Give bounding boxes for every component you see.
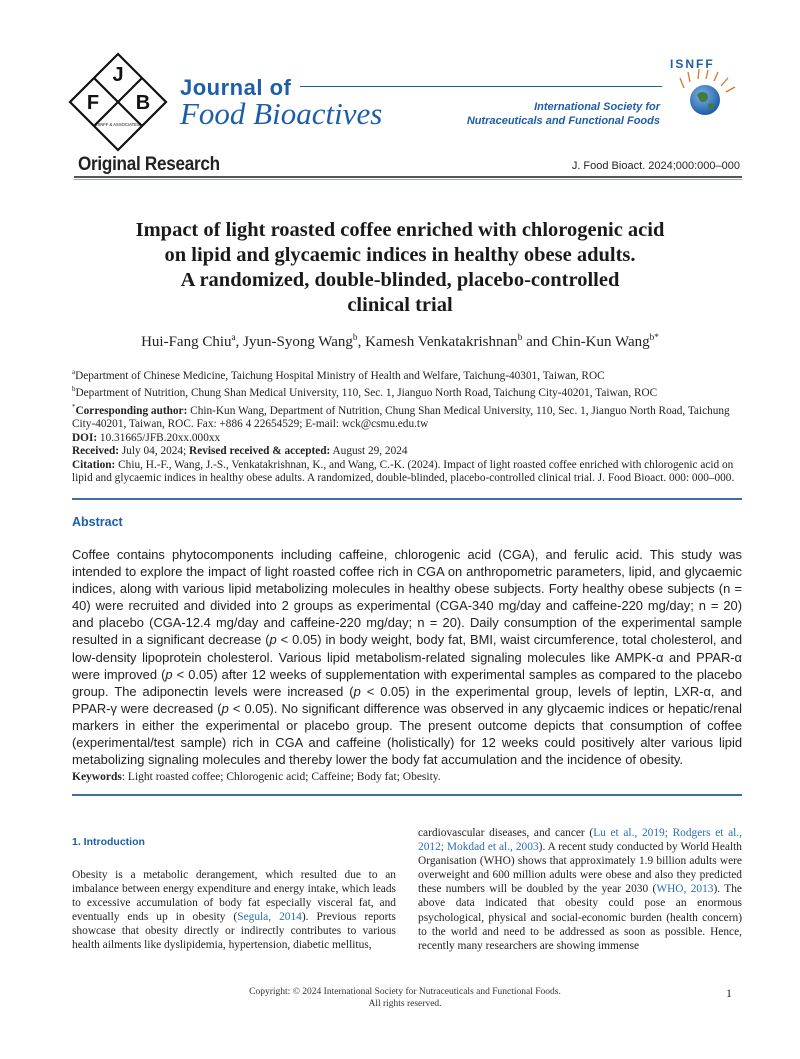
abstract-text-part: < 0.05) after 12 weeks of supplementation with experimental samples as compared to the placebo group. The adiponectin levels were increased ( xyxy=(72,666,742,699)
logo-letter-j: J xyxy=(112,64,124,86)
journal-name-line2: Food Bioactives xyxy=(180,96,383,131)
abstract-text-part: < 0.05) in body weight, body fat, BMI, waist circumference, total cholesterol, and low-density lipoprotein cholesterol. Various lipid metabolism-related signaling molecules like AMPK-α and PPAR-α were improved ( xyxy=(72,632,742,682)
title-line: Impact of light roasted coffee enriched with chlorogenic acid xyxy=(135,219,665,241)
logo-letter-b: B xyxy=(135,92,151,114)
isnff-text: ISNFF xyxy=(670,57,715,71)
citation-text: Chiu, H.-F., Wang, J.-S., Venkatakrishnan, K., and Wang, C.-K. (2024). Impact of light roasted coffee enriched with chlorogenic acid on lipid and glycaemic indices in healthy obese adults. A randomized, double-blinded, placebo-controlled clinical trial. J. Food Bioact. 000: 000–000. xyxy=(72,458,735,485)
reference-link[interactable]: Segula, 2014 xyxy=(237,911,302,924)
copyright-line: Copyright: © 2024 International Society for Nutraceuticals and Functional Foods. xyxy=(249,987,561,997)
intro-right-column xyxy=(418,826,742,953)
author-separator: and xyxy=(522,334,552,350)
author-affil-sup: b xyxy=(517,333,523,343)
author-name: Jyun-Syong Wang xyxy=(243,334,353,350)
author-list xyxy=(80,333,720,351)
copyright-line: All rights reserved. xyxy=(368,999,442,1009)
section-divider-thin xyxy=(74,179,742,180)
dates-line xyxy=(72,445,742,459)
society-line1: International Society for xyxy=(534,101,660,113)
body-text: cardiovascular diseases, and cancer ( xyxy=(418,827,594,839)
author-affil-sup: a xyxy=(231,333,236,343)
section-divider xyxy=(74,176,742,178)
received-label: Received: xyxy=(72,445,120,458)
received-date: July 04, 2024; xyxy=(119,445,190,458)
society-line2: Nutraceuticals and Functional Foods xyxy=(466,115,660,127)
body-text: ). A recent study conducted by World Health Organisation (WHO) shows that approximately 1.9 billion adults were overweight and 600 million adults were obese and also they predicted these numbers will be doubled by the year 2030 ( xyxy=(418,841,742,896)
section-label: Original Research xyxy=(78,154,220,175)
revised-label: Revised received & accepted: xyxy=(189,445,331,458)
citation-line xyxy=(72,459,742,486)
keywords-line xyxy=(72,771,742,783)
intro-left-column xyxy=(72,868,396,953)
title-line: A randomized, double-blinded, placebo-controlled xyxy=(180,269,620,291)
abstract-heading: Abstract xyxy=(72,515,123,529)
abstract-body xyxy=(72,546,742,768)
intro-heading: 1. Introduction xyxy=(72,836,145,848)
society-name xyxy=(420,100,660,128)
logo-small-text: ISNFF & ASSOCIATES xyxy=(96,122,140,127)
abstract-text-part: < 0.05). No significant difference was observed in any glycaemic indices or hepatic/renal markers in either the experimental or placebo group. The present outcome depicts that consumption of coffee (experimental/test sample) rich in CGA and caffeine (holistically) for 12 weeks could positively alter various lipid metabolizing signaling molecules and thereby lower the body fat accumulation and the incidence of obesity. xyxy=(72,700,742,768)
author-name: Chin-Kun Wang xyxy=(551,334,650,350)
author-affil-sup: b xyxy=(352,333,358,343)
affil-sup: b xyxy=(72,385,76,394)
journal-citation: J. Food Bioact. 2024;000:000–000 xyxy=(571,160,740,172)
revised-date: August 29, 2024 xyxy=(330,445,408,458)
keywords-divider xyxy=(72,794,742,796)
keywords-label: Keywords xyxy=(72,771,122,783)
journal-logo xyxy=(68,52,168,156)
header-divider xyxy=(300,86,662,87)
affiliation-b xyxy=(72,383,742,400)
body-text: ). Previous reports showcase that obesity directly or indirectly contributes to various health ailments like dyslipidemia, hypertension, diabetic mellitus, xyxy=(72,911,396,952)
journal-name-line1: Journal of xyxy=(180,75,292,100)
copyright-notice xyxy=(200,986,610,1010)
body-text: Obesity is a metabolic derangement, which resulted due to an imbalance between energy expenditure and energy intake, which leads to excessive accumulation of body fat especially visceral fat, and eventually ends up in obesity ( xyxy=(72,869,396,924)
reference-link[interactable]: WHO, 2013 xyxy=(656,883,714,896)
article-title xyxy=(100,218,700,318)
citation-label: Citation: xyxy=(72,458,116,471)
p-symbol: p xyxy=(221,700,229,716)
affiliation-text: Department of Nutrition, Chung Shan Medical University, 110, Sec. 1, Jianguo North Road, Taichung City-40201, Taiwan, ROC xyxy=(75,387,658,400)
doi-label: DOI: xyxy=(72,431,98,444)
author-name: Hui-Fang Chiu xyxy=(141,334,232,350)
p-symbol: p xyxy=(165,666,173,682)
author-separator: , xyxy=(235,334,244,350)
abstract-text-part: < 0.05) in the experimental group, levels of leptin, LXR-α, and PPAR-γ were decreased ( xyxy=(72,683,743,716)
metadata-divider xyxy=(72,498,742,500)
author-name: Kamesh Venkatakrishnan xyxy=(365,334,518,350)
logo-letter-f: F xyxy=(86,92,100,114)
p-symbol: p xyxy=(353,683,361,699)
affiliation-a xyxy=(72,366,742,383)
reference-link[interactable]: Lu et al., 2019; Rodgers et al., 2012; Mokdad et al., 2003 xyxy=(418,827,742,854)
body-text: ). The above data indicated that obesity could pose an enormous psychological, physical and social-economic burden (health concern) to the world and need to be addressed as soon as possible. Hence, recently many researchers are showing immense xyxy=(418,883,742,952)
corresponding-label: Corresponding author: xyxy=(75,404,188,417)
author-affil-sup: b* xyxy=(649,333,659,343)
affil-sup: a xyxy=(72,368,76,376)
author-separator: , xyxy=(357,334,366,350)
title-line: on lipid and glycaemic indices in healthy obese adults. xyxy=(164,244,636,266)
isnff-logo xyxy=(670,57,740,138)
doi-value[interactable]: 10.31665/JFB.20xx.000xx xyxy=(97,431,221,444)
affiliation-text: Department of Chinese Medicine, Taichung Hospital Ministry of Health and Welfare, Taichung-40301, Taiwan, ROC xyxy=(75,369,605,382)
article-metadata xyxy=(72,366,742,486)
abstract-text-part: Coffee contains phytocomponents including caffeine, chlorogenic acid (CGA), and ferulic acid. This study was intended to explore the impact of light roasted coffee rich in CGA on anthropometric parameters, lipid, and glycaemic indices, along with various lipid metabolizing molecules in healthy obese subjects. Forty healthy obese subjects (n = 40) were recruited and divided into 2 groups as experimental (CGA-340 mg/day and caffeine-220 mg/day; n = 20) and placebo (CGA-12.4 mg/day and caffeine-220 mg/day; n = 20). Daily consumption of the experimental sample resulted in a significant decrease ( xyxy=(72,547,742,648)
doi-line xyxy=(72,432,742,446)
keywords-text: : Light roasted coffee; Chlorogenic acid; Caffeine; Body fat; Obesity. xyxy=(121,771,441,783)
corresponding-author xyxy=(72,401,742,432)
page-number: 1 xyxy=(726,986,732,1000)
p-symbol: p xyxy=(269,632,277,648)
affil-sup: * xyxy=(72,402,76,411)
title-line: clinical trial xyxy=(347,294,453,316)
corresponding-text: Chin-Kun Wang, Department of Nutrition, Chung Shan Medical University, 110, Sec. 1, Jianguo North Road, Taichung City-40201, Taiwan, ROC. Fax: +886 4 22654529; E-mail: wck@csmu.edu.tw xyxy=(72,404,730,431)
